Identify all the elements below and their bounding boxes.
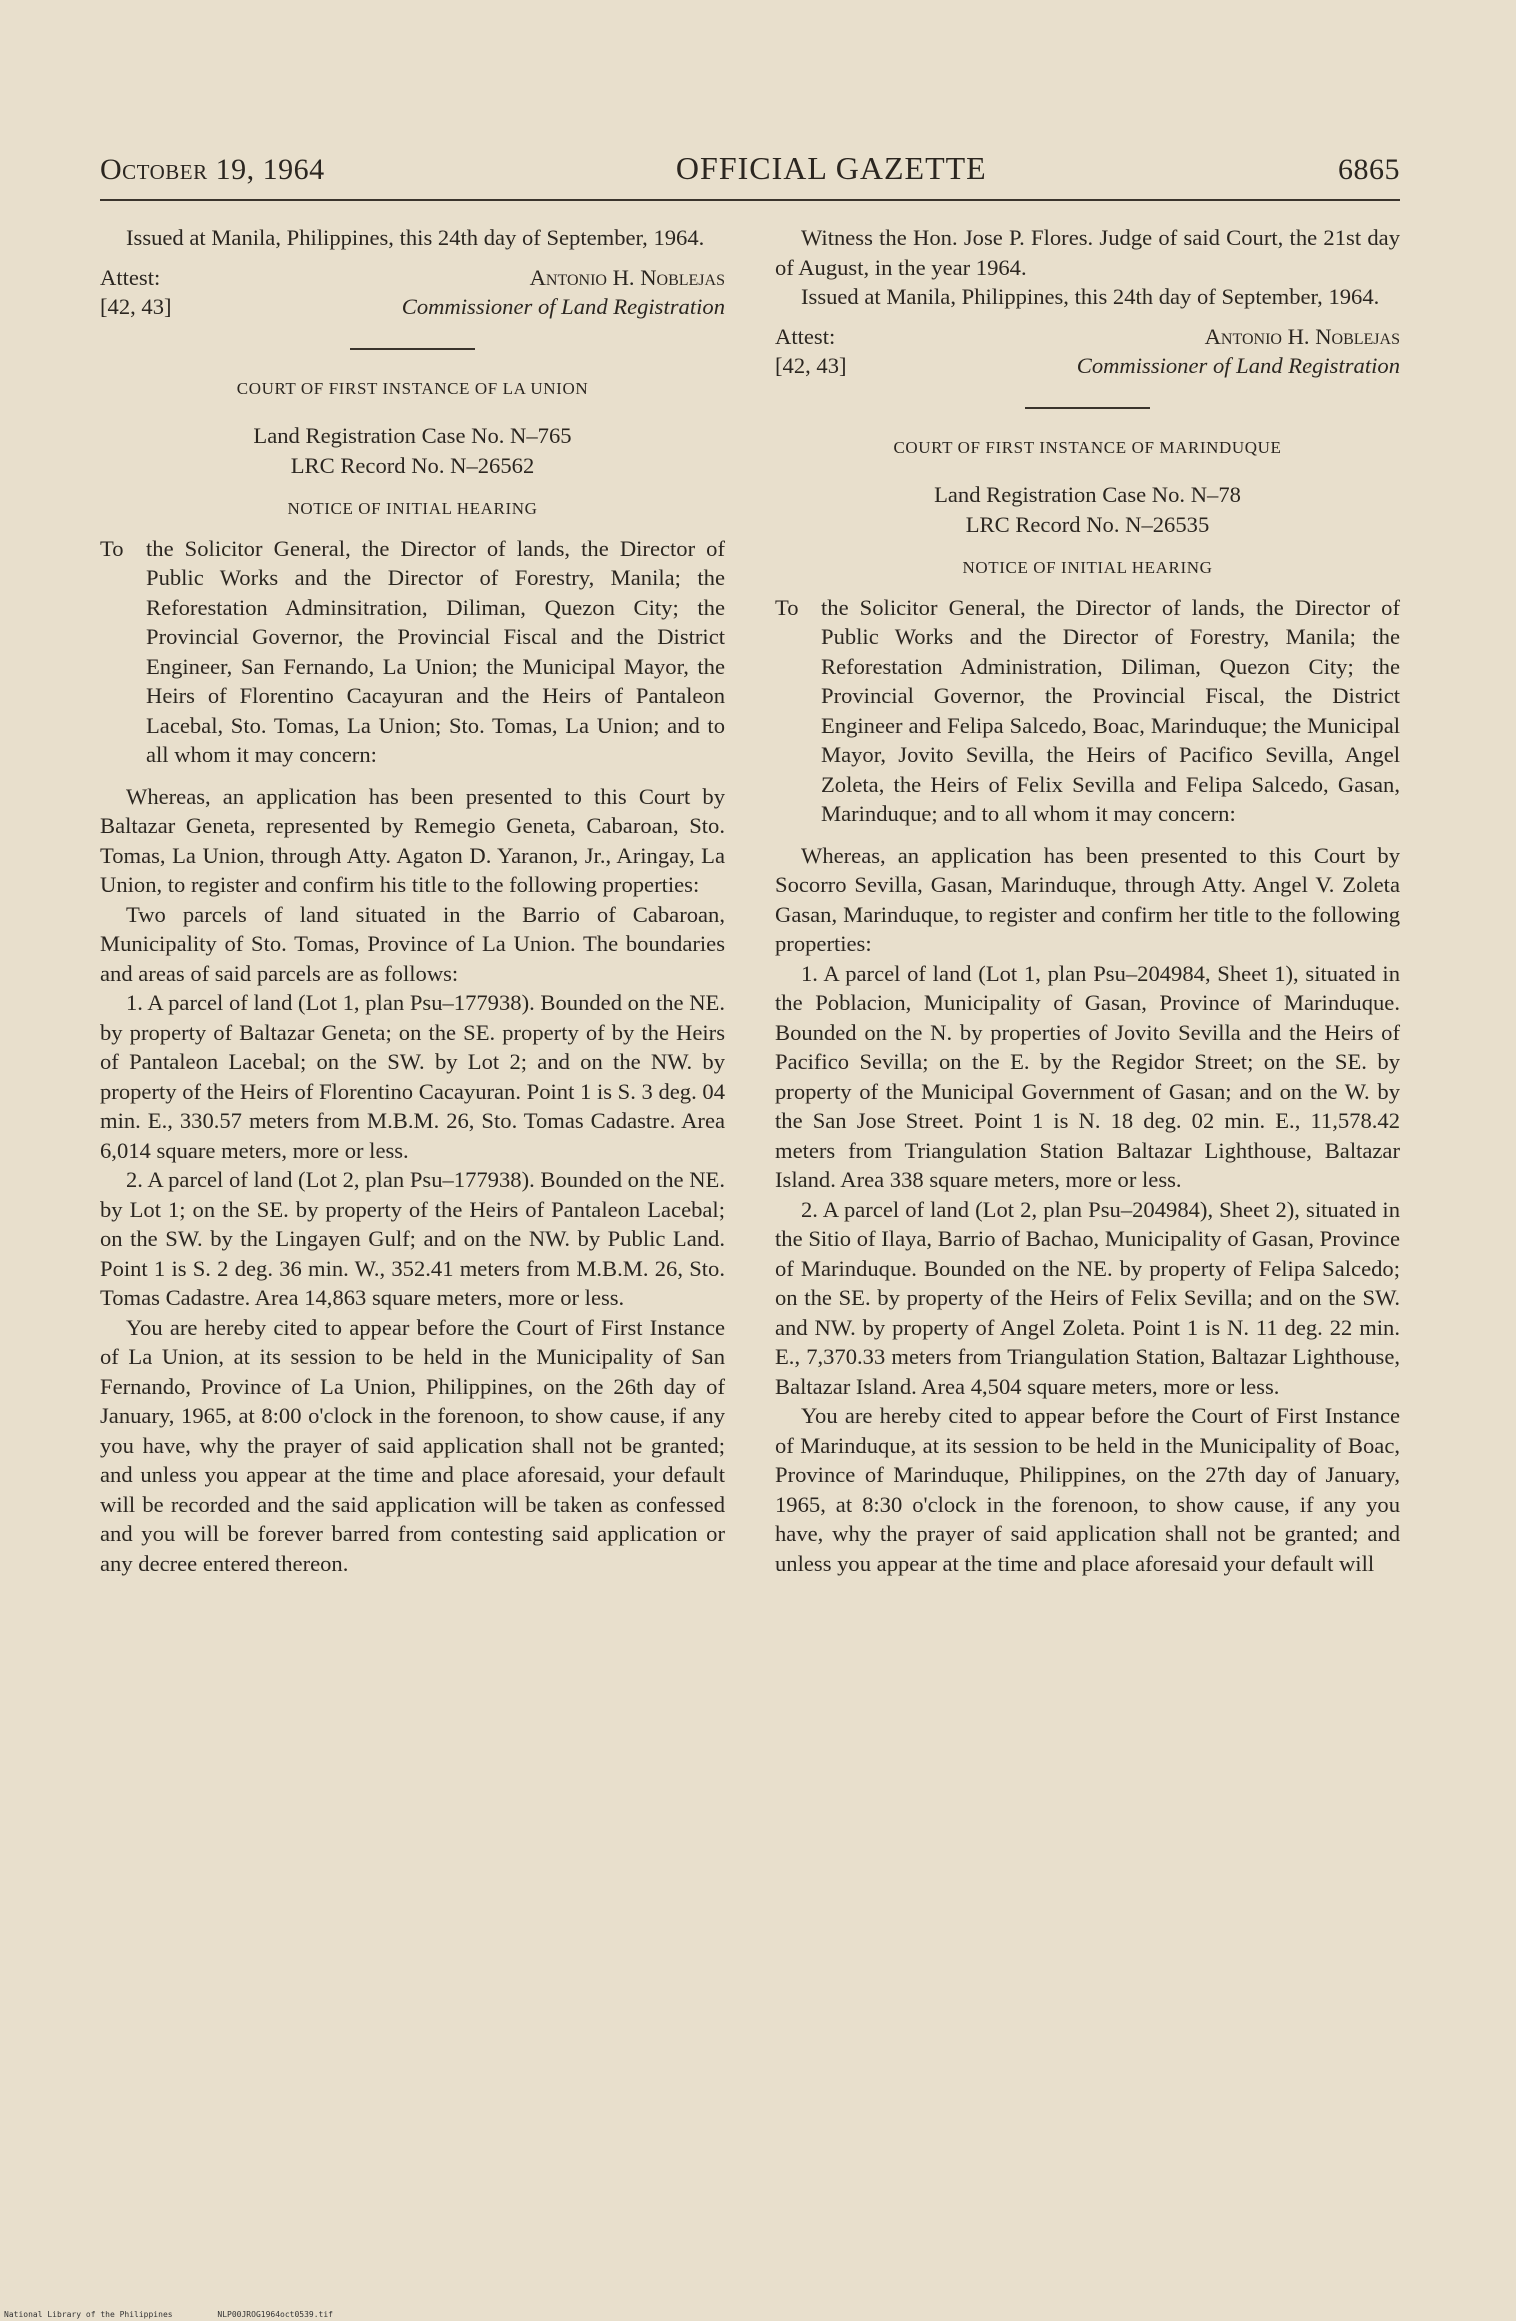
case-number: Land Registration Case No. N–78	[934, 482, 1241, 507]
notice-heading: NOTICE OF INITIAL HEARING	[287, 499, 538, 518]
paragraph: Two parcels of land situated in the Barrio of Cabaroan, Municipality of Sto. Tomas, Province of La Union. The boundaries and areas of said parcels are as follows:	[100, 901, 725, 986]
issue-date: October 19, 1964	[100, 153, 325, 186]
attest-role: Commissioner of Land Registration	[401, 294, 725, 319]
right-column	[775, 223, 1400, 1578]
lrc-record: LRC Record No. N–26535	[965, 511, 1210, 537]
court-heading: COURT OF FIRST INSTANCE OF MARINDUQUE	[893, 437, 1282, 457]
section-divider	[1025, 407, 1150, 409]
case-numbers	[775, 480, 1400, 539]
paragraph: 1. A parcel of land (Lot 1, plan Psu–177938). Bounded on the NE. by property of Baltazar Geneta; on the SE. property of by the Heirs of Pantaleon Lacebal; on the SW. by Lot 2; and on the NW. by property of the Heirs of Florentino Cacayuran. Point 1 is S. 3 deg. 04 min. E., 330.57 meters from M.B.M. 26, Sto. Tomas Cadastre. Area 6,014 square meters, more or less.	[100, 990, 725, 1163]
issued-statement: Issued at Manila, Philippines, this 24th day of September, 1964.	[801, 284, 1380, 309]
attestation	[100, 263, 725, 322]
addressee-label: To	[100, 535, 124, 561]
witness-statement: Witness the Hon. Jose P. Flores. Judge of said Court, the 21st day of August, in the year 1964.	[775, 225, 1400, 280]
addressee-block	[100, 534, 725, 770]
notice-heading: NOTICE OF INITIAL HEARING	[962, 558, 1213, 577]
attestation	[775, 322, 1400, 381]
section-divider	[350, 348, 475, 350]
paragraph: 2. A parcel of land (Lot 2, plan Psu–177938). Bounded on the NE. by Lot 1; on the SE. by property of the Heirs of Pantaleon Lacebal; on the SW. by the Lingayen Gulf; and on the NW. by Public Land. Point 1 is S. 2 deg. 36 min. W., 352.41 meters from M.B.M. 26, Sto. Tomas Cadastre. Area 14,863 square meters, more or less.	[100, 1167, 725, 1310]
issued-statement: Issued at Manila, Philippines, this 24th day of September, 1964.	[126, 225, 705, 250]
gazette-page	[100, 150, 1400, 1578]
paragraph: You are hereby cited to appear before the Court of First Instance of Marinduque, at its session to be held in the Municipality of Boac, Province of Marinduque, Philippines, on the 27th day of January, 1965, at 8:30 o'clock in the forenoon, to show cause, if any you have, why the prayer of said application shall not be granted; and unless you appear at the time and place aforesaid your default will	[775, 1403, 1400, 1576]
addressee-text: the Solicitor General, the Director of lands, the Director of Public Works and the Director of Forestry, Manila; the Reforestation Adminsitration, Diliman, Quezon City; the Provincial Governor, the Provincial Fiscal and the District Engineer, San Fernando, La Union; the Municipal Mayor, the Heirs of Florentino Cacayuran and the Heirs of Pantaleon Lacebal, Sto. Tomas, La Union; Sto. Tomas, La Union; and to all whom it may concern:	[146, 535, 725, 767]
page-header	[100, 150, 1400, 201]
paragraph: Whereas, an application has been presented to this Court by Baltazar Geneta, represented by Remegio Geneta, Cabaroan, Sto. Tomas, La Union, through Atty. Agaton D. Yaranon, Jr., Aringay, La Union, to register and confirm his title to the following properties:	[100, 783, 725, 897]
library-credit: National Library of the Philippines	[4, 2310, 173, 2319]
addressee-text: the Solicitor General, the Director of lands, the Director of Public Works and the Director of Forestry, Manila; the Reforestation Administration, Diliman, Quezon City; the Provincial Governor, the Provincial Fiscal, the District Engineer and Felipa Salcedo, Boac, Marinduque; the Municipal Mayor, Jovito Sevilla, the Heirs of Pacifico Sevilla, Angel Zoleta, the Heirs of Felix Sevilla and Felipa Salcedo, Gasan, Marinduque; and to all whom it may concern:	[821, 594, 1400, 826]
paragraph: Whereas, an application has been presented to this Court by Socorro Sevilla, Gasan, Marinduque, through Atty. Angel V. Zoleta Gasan, Marinduque, to register and confirm her title to the following properties:	[775, 842, 1400, 956]
attest-label: Attest:	[775, 323, 836, 349]
case-number: Land Registration Case No. N–765	[253, 423, 572, 448]
case-numbers	[100, 421, 725, 480]
paragraph: 2. A parcel of land (Lot 2, plan Psu–204984), Sheet 2), situated in the Sitio of Ilaya, Barrio of Bachao, Municipality of Gasan, Province of Marinduque. Bounded on the NE. by property of Felipa Salcedo; on the SE. by property of the Heirs of Felix Sevilla; and on the SW. and NW. by property of Angel Zoleta. Point 1 is N. 11 deg. 22 min. E., 7,370.33 meters from Triangulation Station, Baltazar Lighthouse, Baltazar Island. Area 4,504 square meters, more or less.	[775, 1196, 1400, 1399]
paragraph: You are hereby cited to appear before the Court of First Instance of La Union, at its session to be held in the Municipality of San Fernando, Province of La Union, Philippines, on the 26th day of January, 1965, at 8:00 o'clock in the forenoon, to show cause, if any you have, why the prayer of said application shall not be granted; and unless you appear at the time and place aforesaid, your default will be recorded and the said application will be taken as confessed and you will be forever barred from contesting said application or any decree entered thereon.	[100, 1314, 725, 1576]
gazette-reference: [42, 43]	[775, 353, 847, 378]
court-heading: COURT OF FIRST INSTANCE OF LA UNION	[236, 378, 589, 398]
publication-title: OFFICIAL GAZETTE	[675, 150, 987, 186]
scan-footer	[4, 2310, 373, 2319]
text-columns	[100, 223, 1400, 1578]
attest-label: Attest:	[100, 264, 161, 290]
attest-name: Antonio H. Noblejas	[529, 264, 725, 290]
scan-filename: NLP00JROG1964oct0539.tif	[217, 2310, 333, 2319]
paragraph: 1. A parcel of land (Lot 1, plan Psu–204984, Sheet 1), situated in the Poblacion, Municipality of Gasan, Province of Marinduque. Bounded on the N. by properties of Jovito Sevilla and the Heirs of Pacifico Sevilla; on the E. by the Regidor Street; on the SE. by property of the Municipal Government of Gasan; and on the W. by the San Jose Street. Point 1 is N. 18 deg. 02 min. E., 11,578.42 meters from Triangulation Station Baltazar Lighthouse, Baltazar Island. Area 338 square meters, more or less.	[775, 960, 1400, 1192]
left-column	[100, 223, 725, 1578]
lrc-record: LRC Record No. N–26562	[290, 452, 535, 478]
gazette-reference: [42, 43]	[100, 294, 172, 319]
attest-name: Antonio H. Noblejas	[1204, 323, 1400, 349]
addressee-block	[775, 593, 1400, 829]
page-number: 6865	[1337, 153, 1400, 186]
attest-role: Commissioner of Land Registration	[1076, 353, 1400, 378]
addressee-label: To	[775, 594, 799, 620]
